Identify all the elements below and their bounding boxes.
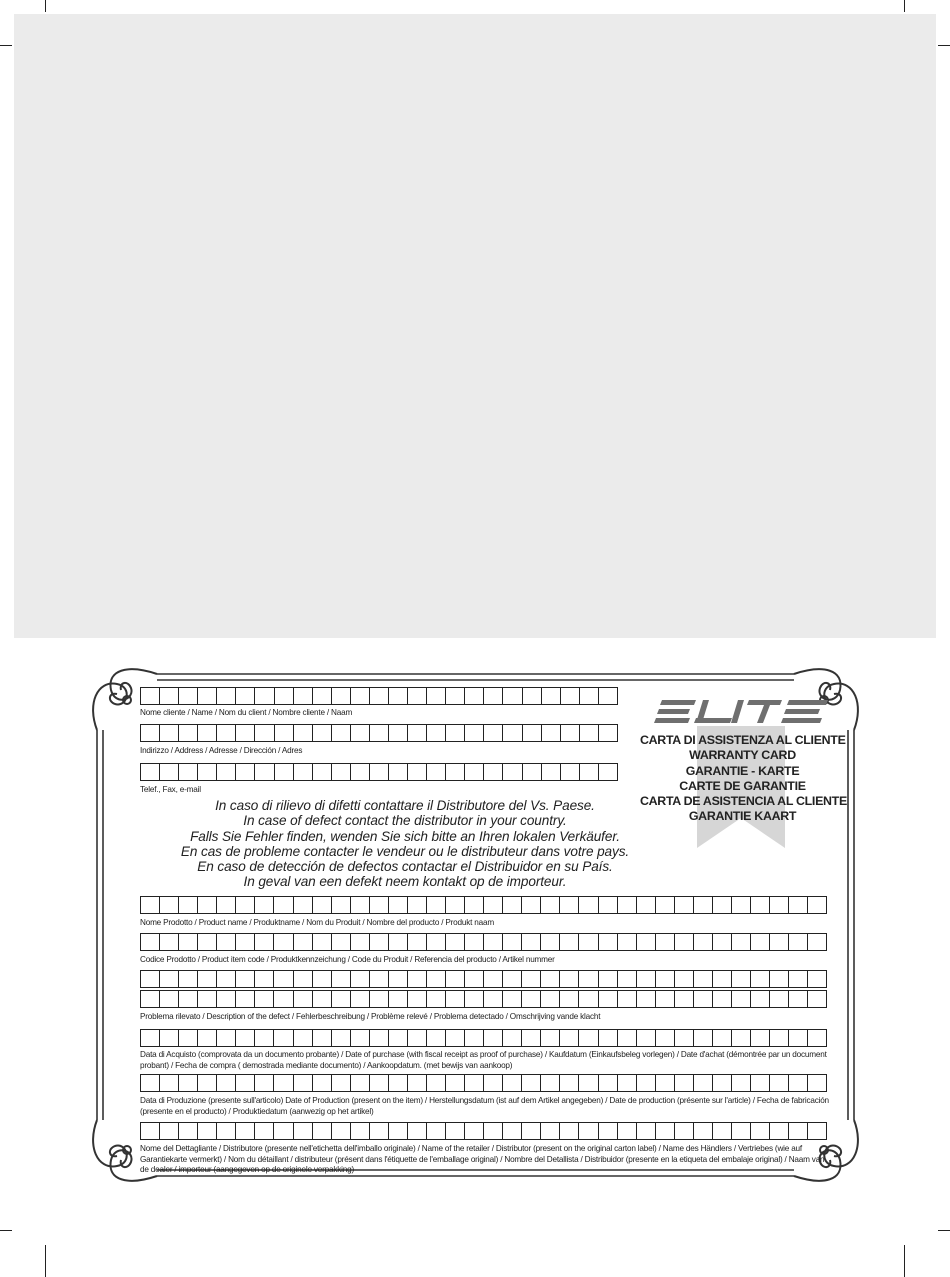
card-title: CARTE DE GARANTIE	[679, 778, 806, 793]
crop-mark	[0, 45, 12, 46]
retailer-label: Nome del Dettagliante / Distributore (presente nell'etichetta dell'imballo originale) / Name of the retailer / Distributor (present on the original carton label) / Name des Händlers / Vertriebes (wie auf Garantiekarte vermerkt) / Nom du détaillant / distributeur (présent dans l'étiquette de l'emballage original) / Nombre del Detallista / Distribuidor (presente en la etiqueta del embalaje original) / Naam van de dealer / importeur (aangegeven op de originele verpakking)	[140, 1144, 825, 1174]
notice-line: Falls Sie Fehler finden, wenden Sie sich bitte an Ihren lokalen Verkäufer.	[190, 828, 620, 844]
product-name-label: Nome Prodotto / Product name / Produktname / Nom du Produit / Nombre del producto / Produkt naam	[140, 918, 494, 927]
notice-line: In case of defect contact the distributor in your country.	[243, 813, 567, 829]
address-boxes[interactable]	[140, 724, 618, 742]
defect-boxes-row2[interactable]	[140, 990, 827, 1008]
blank-gray-panel	[14, 14, 936, 638]
production-date-boxes[interactable]	[140, 1074, 827, 1092]
product-name-boxes[interactable]	[140, 896, 827, 914]
card-title: WARRANTY CARD	[689, 748, 796, 763]
crop-mark	[45, 1245, 46, 1277]
defect-boxes-row1[interactable]	[140, 970, 827, 988]
crop-mark	[904, 1245, 905, 1277]
crop-mark	[904, 0, 905, 12]
notice-line: In geval van een defekt neem kontakt op de importeur.	[243, 874, 567, 890]
purchase-date-boxes[interactable]	[140, 1029, 827, 1047]
notice-line: En caso de detección de defectos contactar el Distribuidor en su País.	[197, 859, 613, 875]
crop-mark	[0, 1230, 12, 1231]
customer-name-label: Nome cliente / Name / Nom du client / Nombre cliente / Naam	[140, 708, 353, 717]
card-title: CARTA DE ASISTENCIA AL CLIENTE	[640, 794, 847, 809]
retailer-boxes[interactable]	[140, 1122, 827, 1140]
phone-boxes[interactable]	[140, 763, 618, 781]
card-title: CARTA DI ASSISTENZA AL CLIENTE	[640, 733, 846, 747]
customer-name-boxes[interactable]	[140, 687, 618, 705]
crop-mark	[45, 0, 46, 12]
elite-logo	[652, 698, 830, 728]
card-title: GARANTIE KAART	[688, 809, 797, 824]
phone-label: Telef., Fax, e-mail	[140, 785, 201, 794]
defect-label: Problema rilevato / Description of the defect / Fehlerbeschreibung / Problème relevé / Problema detectado / Omschrijving vande klacht	[140, 1012, 601, 1021]
product-code-boxes[interactable]	[140, 933, 827, 951]
notice-line: En cas de probleme contacter le vendeur ou le distributeur dans votre pays.	[180, 843, 630, 859]
production-date-label: Data di Produzione (presente sull'articolo) Date of Production (present on the item) / Herstellungsdatum (ist auf dem Artikel angegeben) / Date de production (présente sur l'article) / Fecha de fabricación (presente en el producto) / Produktiedatum (aanwezig op het artikel)	[140, 1096, 829, 1116]
card-title: GARANTIE - KARTE	[685, 763, 800, 778]
address-label: Indirizzo / Address / Adresse / Dirección / Adres	[140, 746, 303, 755]
defect-notice	[140, 798, 670, 890]
crop-mark	[938, 45, 950, 46]
product-code-label: Codice Prodotto / Product item code / Produktkennzeichung / Code du Produit / Referencia del producto / Artikel nummer	[140, 955, 555, 964]
notice-line: In caso di rilievo di difetti contattare il Distributore del Vs. Paese.	[215, 798, 595, 813]
card-title-block	[640, 733, 845, 825]
purchase-date-label: Data di Acquisto (comprovata da un documento probante) / Date of purchase (with fiscal receipt as proof of purchase) / Kaufdatum (Einkaufsbeleg vorlegen) / Date d'achat (démontrée par un document probant) / Fecha de compra ( demostrada mediante documento) / Aankoopdatum. (met bewijs van aankoop)	[140, 1050, 827, 1070]
crop-mark	[938, 1230, 950, 1231]
